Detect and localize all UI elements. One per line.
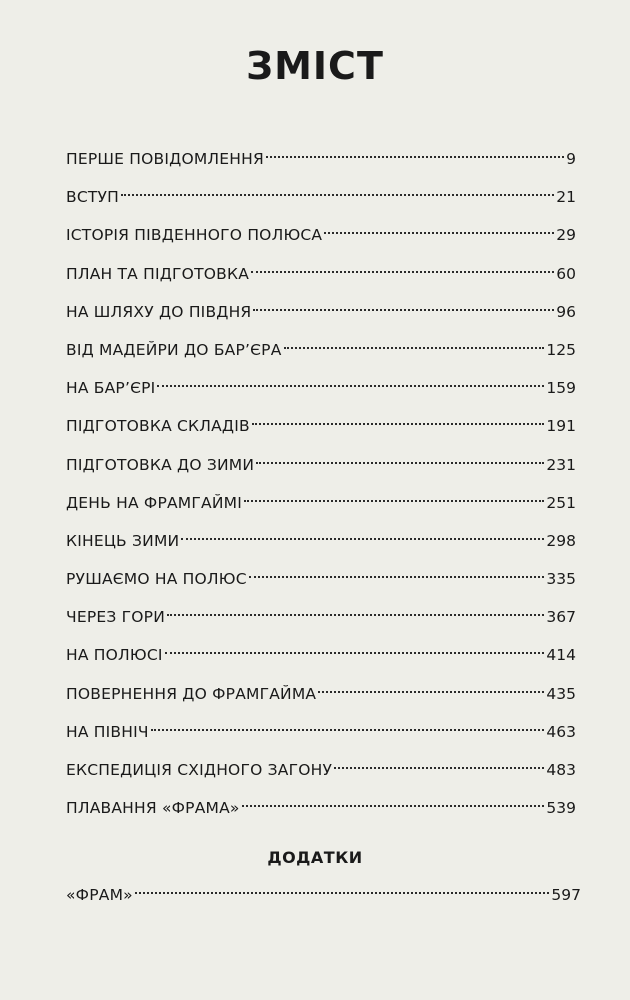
toc-entry-title: РУШАЄМО НА ПОЛЮС bbox=[66, 570, 247, 589]
toc-entry-title: ПЕРШЕ ПОВІДОМЛЕННЯ bbox=[66, 150, 264, 168]
dot-leader bbox=[157, 363, 544, 387]
dot-leader bbox=[181, 516, 544, 540]
page-title: ЗМІСТ bbox=[246, 44, 384, 88]
toc-entry-page: 463 bbox=[546, 722, 576, 741]
toc-entry-page: 191 bbox=[546, 417, 576, 436]
toc-entry-title: ПЛАВАННЯ «ФРАМА» bbox=[66, 799, 240, 818]
toc-entry-title: «ФРАМ» bbox=[66, 886, 133, 904]
dot-leader bbox=[252, 401, 545, 425]
toc-entry-title: НА БАР’ЄРІ bbox=[66, 379, 156, 398]
toc-entry-page: 29 bbox=[556, 226, 576, 245]
toc-entry-page: 414 bbox=[546, 646, 576, 665]
dot-leader bbox=[266, 134, 564, 158]
toc-entry-page: 251 bbox=[546, 493, 576, 512]
toc-entry-title: ЕКСПЕДИЦІЯ СХІДНОГО ЗАГОНУ bbox=[66, 761, 333, 779]
table-of-contents bbox=[66, 140, 576, 827]
toc-entry-title: НА ШЛЯХУ ДО ПІВДНЯ bbox=[66, 302, 252, 321]
toc-entry-page: 335 bbox=[546, 570, 576, 589]
toc-entry-title: ІСТОРІЯ ПІВДЕННОГО ПОЛЮСА bbox=[66, 226, 323, 245]
toc-entry-title: НА ПІВНІЧ bbox=[66, 722, 149, 741]
toc-entry-title: ВІД МАДЕЙРИ ДО БАР’ЄРА bbox=[66, 340, 282, 359]
dot-leader bbox=[244, 478, 544, 502]
toc-entry-page: 21 bbox=[556, 188, 576, 207]
dot-leader bbox=[121, 172, 554, 196]
toc-entry-title: ЧЕРЕЗ ГОРИ bbox=[66, 608, 166, 627]
dot-leader bbox=[151, 707, 545, 731]
toc-entry-page: 539 bbox=[546, 799, 576, 818]
toc-entry-title: НА ПОЛЮСІ bbox=[66, 646, 163, 665]
toc-entry-title: ПОВЕРНЕННЯ ДО ФРАМГАЙМА bbox=[66, 684, 317, 703]
toc-entry-title: ПІДГОТОВКА СКЛАДІВ bbox=[66, 417, 250, 436]
toc-entry-page: 159 bbox=[546, 379, 576, 398]
toc-entry-title: КІНЕЦЬ ЗИМИ bbox=[66, 531, 180, 550]
toc-entry bbox=[66, 789, 576, 827]
toc-entry-page: 60 bbox=[556, 264, 576, 283]
appendix-contents bbox=[66, 876, 581, 914]
toc-entry-page: 96 bbox=[556, 302, 576, 321]
dot-leader bbox=[135, 870, 550, 894]
toc-entry-page: 435 bbox=[546, 684, 576, 703]
dot-leader bbox=[284, 325, 545, 349]
dot-leader bbox=[324, 210, 554, 234]
dot-leader bbox=[334, 745, 544, 769]
dot-leader bbox=[242, 783, 545, 807]
dot-leader bbox=[318, 669, 544, 693]
toc-entry-page: 367 bbox=[546, 608, 576, 627]
toc-entry-page: 231 bbox=[546, 455, 576, 474]
toc-entry-page: 125 bbox=[546, 340, 576, 359]
toc-entry-title: ДЕНЬ НА ФРАМГАЙМІ bbox=[66, 493, 242, 512]
toc-entry-title: ПІДГОТОВКА ДО ЗИМИ bbox=[66, 455, 255, 474]
dot-leader bbox=[256, 440, 544, 464]
dot-leader bbox=[249, 554, 545, 578]
toc-entry-page: 597 bbox=[551, 886, 581, 904]
dot-leader bbox=[167, 592, 544, 616]
dot-leader bbox=[251, 249, 554, 273]
toc-entry-page: 483 bbox=[546, 761, 576, 779]
toc-entry bbox=[66, 876, 581, 914]
toc-entry-page: 298 bbox=[546, 531, 576, 550]
toc-entry-page: 9 bbox=[566, 150, 576, 168]
dot-leader bbox=[253, 287, 554, 311]
appendix-heading: ДОДАТКИ bbox=[267, 848, 363, 867]
toc-entry-title: ВСТУП bbox=[66, 188, 120, 207]
dot-leader bbox=[165, 630, 545, 654]
toc-entry-title: ПЛАН ТА ПІДГОТОВКА bbox=[66, 264, 249, 283]
